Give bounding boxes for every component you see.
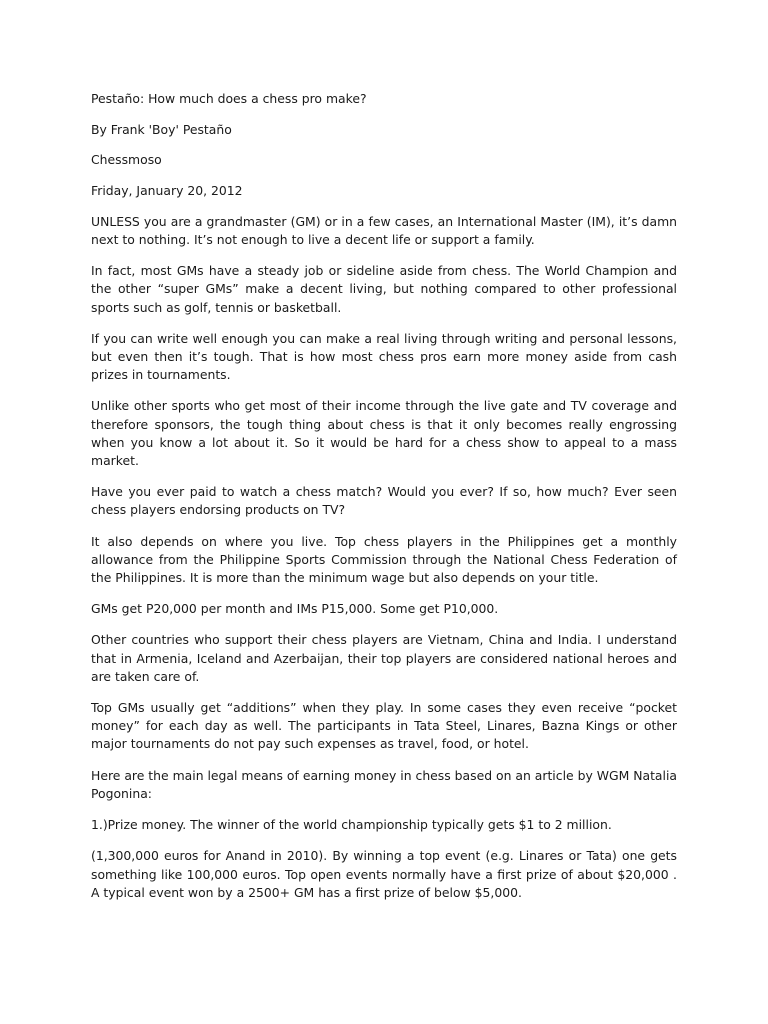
paragraph: In fact, most GMs have a steady job or sideline aside from chess. The World Champion and the other “super GMs” make a decent living, but nothing compared to other professional sports such as golf, tennis or basketball. [91, 263, 677, 315]
paragraph: Here are the main legal means of earning money in chess based on an article by WGM Natalia Pogonina: [91, 767, 677, 801]
paragraph: Unlike other sports who get most of their income through the live gate and TV coverage and therefore sponsors, the tough thing about chess is that it only becomes really engrossing when you know a lot about it. So it would be hard for a chess show to appeal to a mass market. [91, 398, 677, 469]
paragraph: It also depends on where you live. Top chess players in the Philippines get a monthly allowance from the Philippine Sports Commission through the National Chess Federation of the Philippines. It is more than the minimum wage but also depends on your title. [91, 533, 677, 586]
paragraph: Top GMs usually get “additions” when they play. In some cases they even receive “pocket money” for each day as well. The participants in Tata Steel, Linares, Bazna Kings or other major tournaments do not pay such expenses as travel, food, or hotel. [91, 700, 677, 752]
article-title: Pestaño: How much does a chess pro make? [91, 91, 367, 106]
article-date: Friday, January 20, 2012 [91, 183, 243, 199]
paragraph: If you can write well enough you can make a real living through writing and personal lessons, but even then it’s tough. That is how most chess pros earn more money aside from cash prizes in tournaments. [91, 330, 677, 383]
paragraph: Have you ever paid to watch a chess match? Would you ever? If so, how much? Ever seen chess players endorsing products on TV? [91, 484, 677, 518]
article-byline: By Frank 'Boy' Pestaño [91, 121, 232, 137]
paragraph: Other countries who support their chess players are Vietnam, China and India. I understand that in Armenia, Iceland and Azerbaijan, their top players are considered national heroes and are taken care of. [91, 632, 677, 684]
document-body [91, 90, 677, 915]
paragraph: 1.)Prize money. The winner of the world championship typically gets $1 to 2 million. [91, 817, 612, 833]
paragraph: GMs get P20,000 per month and IMs P15,000. Some get P10,000. [91, 601, 499, 617]
paragraph: (1,300,000 euros for Anand in 2010). By winning a top event (e.g. Linares or Tata) one gets something like 100,000 euros. Top open events normally have a first prize of about $20,000 . A typical event won by a 2500+ GM has a first prize of below $5,000. [91, 848, 677, 900]
paragraph: UNLESS you are a grandmaster (GM) or in a few cases, an International Master (IM), it’s damn next to nothing. It’s not enough to live a decent life or support a family. [91, 213, 677, 248]
column-name: Chessmoso [91, 152, 162, 168]
